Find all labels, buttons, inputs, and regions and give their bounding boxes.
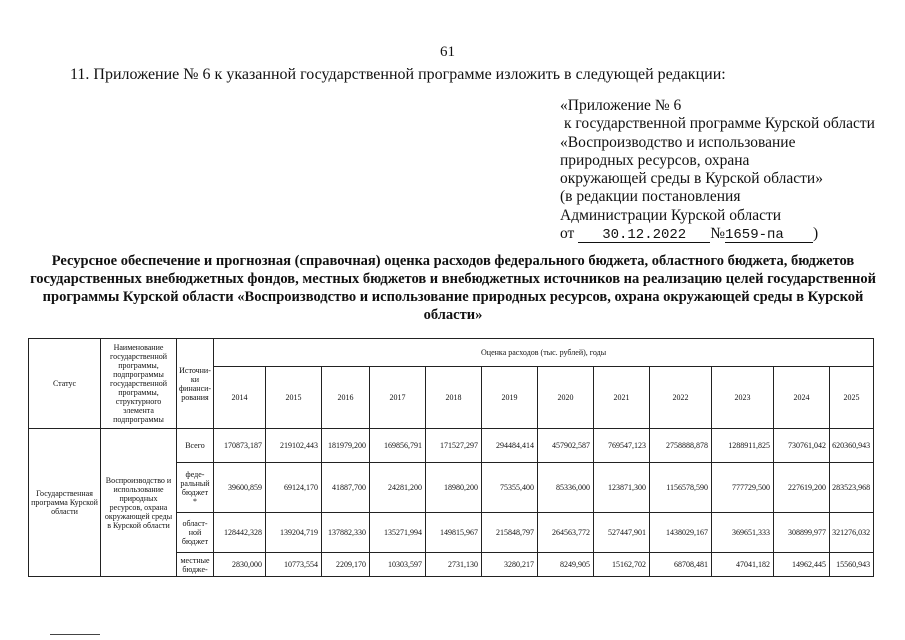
value-cell: 24281,200 <box>370 463 426 513</box>
value-cell: 1288911,825 <box>712 429 774 463</box>
value-cell: 219102,443 <box>266 429 322 463</box>
value-cell: 14962,445 <box>774 553 830 577</box>
appendix-line: природных ресурсов, охрана <box>560 151 750 169</box>
value-cell: 135271,994 <box>370 513 426 553</box>
value-cell: 75355,400 <box>482 463 538 513</box>
header-estimate: Оценка расходов (тыс. рублей), годы <box>214 339 874 367</box>
header-name: Наименование государственной программы, подпрограммы государственной программы, структурного элемента подпрограммы <box>101 339 177 429</box>
closing-paren: ) <box>813 225 819 243</box>
appendix-line: окружающей среды в Курской области» <box>560 170 823 188</box>
value-cell: 10303,597 <box>370 553 426 577</box>
resource-table <box>28 338 874 577</box>
value-cell: 128442,328 <box>214 513 266 553</box>
header-year: 2018 <box>426 367 482 429</box>
status-cell: Государственная программа Курской области <box>29 429 101 577</box>
value-cell: 321276,032 <box>830 513 874 553</box>
appendix-date-line <box>560 225 875 243</box>
value-cell: 227619,200 <box>774 463 830 513</box>
header-year: 2024 <box>774 367 830 429</box>
value-cell: 730761,042 <box>774 429 830 463</box>
header-year: 2025 <box>830 367 874 429</box>
number-prefix: № <box>710 225 725 243</box>
header-status: Статус <box>29 339 101 429</box>
header-year: 2023 <box>712 367 774 429</box>
value-cell: 69124,170 <box>266 463 322 513</box>
item-text: 11. Приложение № 6 к указанной государственной программе изложить в следующей редакции: <box>70 66 726 83</box>
value-cell: 215848,797 <box>482 513 538 553</box>
value-cell: 3280,217 <box>482 553 538 577</box>
source-cell: феде-ральный бюджет * <box>177 463 214 513</box>
value-cell: 2830,000 <box>214 553 266 577</box>
from-prefix: от <box>560 225 575 243</box>
value-cell: 47041,182 <box>712 553 774 577</box>
value-cell: 777729,500 <box>712 463 774 513</box>
value-cell: 294484,414 <box>482 429 538 463</box>
source-cell: област-ной бюджет <box>177 513 214 553</box>
value-cell: 620360,943 <box>830 429 874 463</box>
value-cell: 149815,967 <box>426 513 482 553</box>
value-cell: 15162,702 <box>594 553 650 577</box>
appendix-block <box>560 97 875 243</box>
appendix-line: «Приложение № 6 <box>560 97 682 114</box>
value-cell: 68708,481 <box>650 553 712 577</box>
appendix-line: «Воспроизводство и использование <box>560 133 796 151</box>
header-year: 2022 <box>650 367 712 429</box>
value-cell: 137882,330 <box>322 513 370 553</box>
source-cell: местные бюдже- <box>177 553 214 577</box>
value-cell: 18980,200 <box>426 463 482 513</box>
appendix-line: к государственной программе Курской области <box>564 115 875 133</box>
value-cell: 457902,587 <box>538 429 594 463</box>
value-cell: 1156578,590 <box>650 463 712 513</box>
table-row <box>29 429 874 463</box>
page-number: 61 <box>440 44 455 60</box>
header-year: 2014 <box>214 367 266 429</box>
value-cell: 123871,300 <box>594 463 650 513</box>
value-cell: 2209,170 <box>322 553 370 577</box>
value-cell: 139204,719 <box>266 513 322 553</box>
header-source: Источни-ки финанси-рования <box>177 339 214 429</box>
appendix-line: Администрации Курской области <box>560 206 782 224</box>
value-cell: 369651,333 <box>712 513 774 553</box>
decree-number: 1659-па <box>725 228 813 243</box>
value-cell: 181979,200 <box>322 429 370 463</box>
value-cell: 41887,700 <box>322 463 370 513</box>
value-cell: 527447,901 <box>594 513 650 553</box>
header-year: 2016 <box>322 367 370 429</box>
appendix-line: (в редакции постановления <box>560 188 741 206</box>
header-year: 2017 <box>370 367 426 429</box>
footnote-rule <box>50 634 100 635</box>
value-cell: 15560,943 <box>830 553 874 577</box>
source-cell: Всего <box>177 429 214 463</box>
value-cell: 169856,791 <box>370 429 426 463</box>
value-cell: 308899,977 <box>774 513 830 553</box>
value-cell: 769547,123 <box>594 429 650 463</box>
value-cell: 171527,297 <box>426 429 482 463</box>
value-cell: 283523,968 <box>830 463 874 513</box>
resource-table-wrap <box>28 338 874 577</box>
value-cell: 85336,000 <box>538 463 594 513</box>
document-heading: Ресурсное обеспечение и прогнозная (справочная) оценка расходов федерального бюджета, областного бюджета, бюджетов государственных внебюджетных фондов, местных бюджетов и внебюджетных источников на реализацию целей государственной программы Курской области «Воспроизводство и использование природных ресурсов, охрана окружающей среды в Курской области» <box>30 253 876 323</box>
value-cell: 170873,187 <box>214 429 266 463</box>
program-name-cell: Воспроизводство и использование природных ресурсов, охрана окружающей среды в Курской области <box>101 429 177 577</box>
header-year: 2015 <box>266 367 322 429</box>
value-cell: 1438029,167 <box>650 513 712 553</box>
value-cell: 8249,905 <box>538 553 594 577</box>
header-year: 2020 <box>538 367 594 429</box>
value-cell: 39600,859 <box>214 463 266 513</box>
decree-date: 30.12.2022 <box>578 228 710 243</box>
header-year: 2021 <box>594 367 650 429</box>
value-cell: 2758888,878 <box>650 429 712 463</box>
value-cell: 10773,554 <box>266 553 322 577</box>
value-cell: 264563,772 <box>538 513 594 553</box>
value-cell: 2731,130 <box>426 553 482 577</box>
header-year: 2019 <box>482 367 538 429</box>
